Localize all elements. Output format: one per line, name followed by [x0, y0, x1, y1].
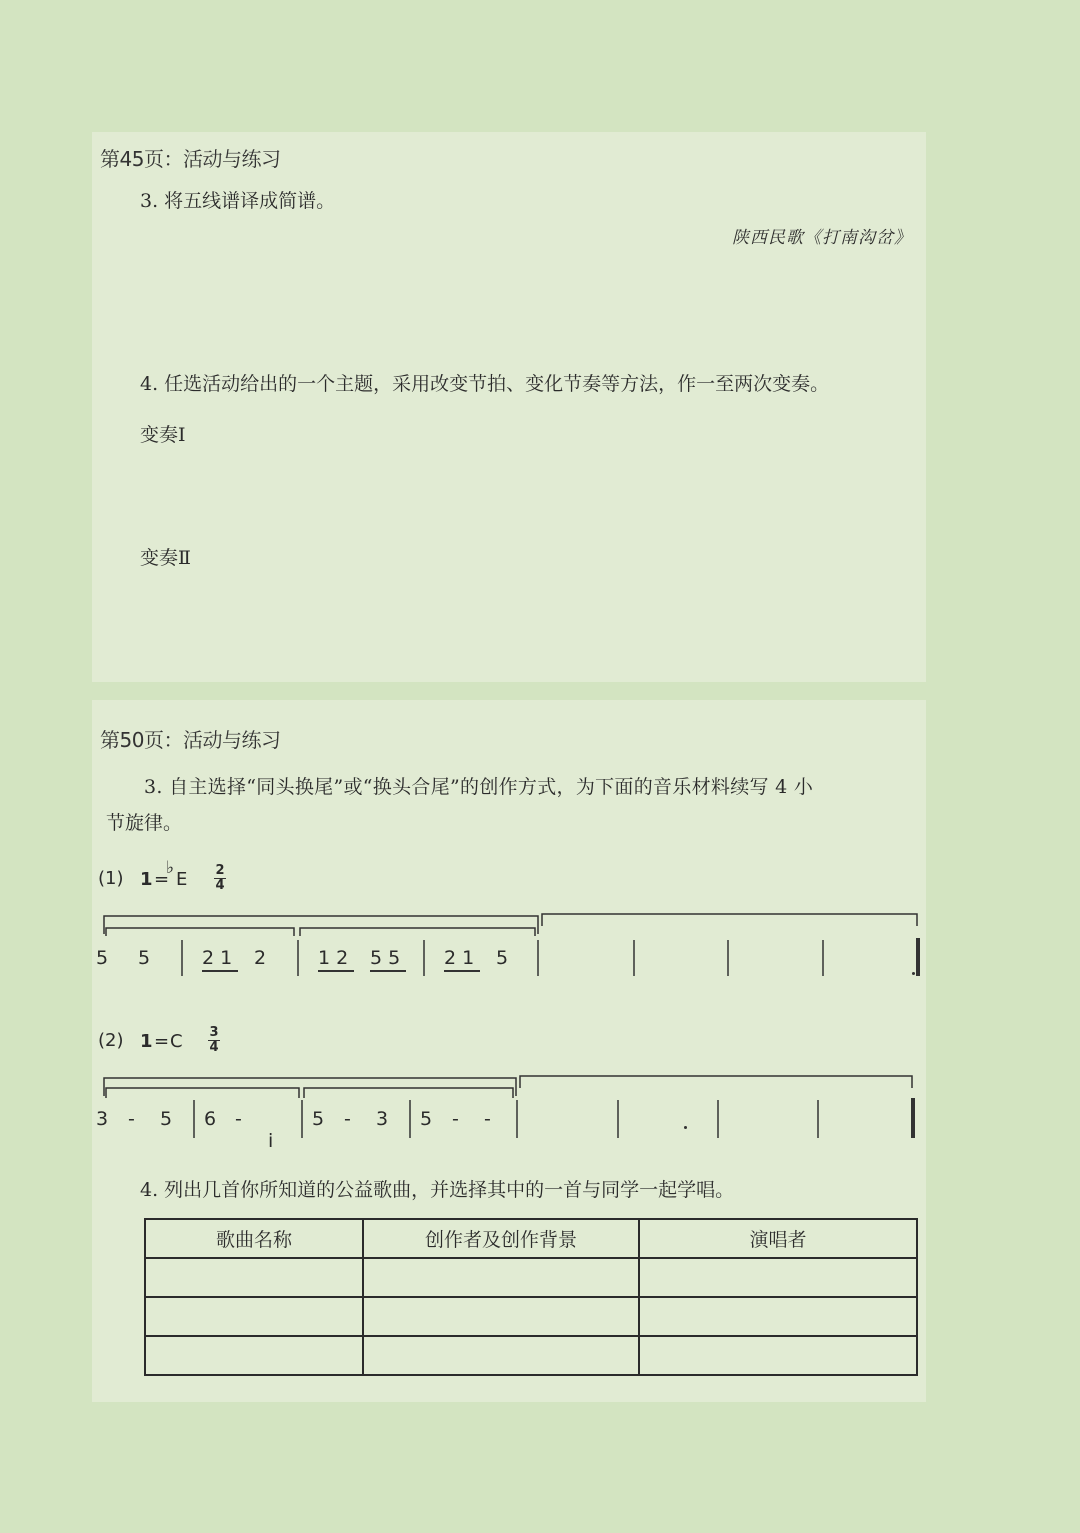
- song-table: [144, 1218, 918, 1376]
- table-cell[interactable]: [639, 1258, 917, 1297]
- key-one: 1: [140, 869, 153, 890]
- flat-sign: ♭: [166, 858, 175, 878]
- dash: -: [128, 1108, 135, 1130]
- phrase-bracket-1: [106, 1088, 299, 1098]
- continuation-bracket: [520, 1076, 912, 1088]
- key-one: 1: [140, 1031, 153, 1052]
- song-credit: 陕西民歌《打南沟岔》: [732, 228, 912, 248]
- note: 6: [204, 1108, 217, 1130]
- variation-1-label: 变奏Ⅰ: [140, 424, 186, 446]
- time-bottom: 4: [215, 878, 225, 893]
- table-row: [145, 1336, 917, 1375]
- note-group: [318, 947, 354, 972]
- phrase-bracket-outer: [104, 916, 538, 934]
- note: 5: [370, 947, 389, 969]
- note: 3: [96, 1108, 109, 1130]
- note-group: [202, 947, 238, 972]
- table-cell[interactable]: [145, 1336, 363, 1375]
- header-singer: 演唱者: [639, 1219, 917, 1258]
- question-4-text: 4. 列出几首你所知道的公益歌曲，并选择其中的一首与同学一起学唱。: [140, 1179, 735, 1201]
- note: 2: [202, 947, 221, 969]
- note: 1: [462, 947, 481, 969]
- phrase-bracket-2: [300, 928, 535, 936]
- note: 1: [220, 947, 239, 969]
- table-cell[interactable]: [639, 1297, 917, 1336]
- note: 3: [376, 1108, 389, 1130]
- time-bottom: 4: [209, 1040, 219, 1055]
- question-4-text: 4. 任选活动给出的一个主题，采用改变节拍、变化节奏等方法，作一至两次变奏。: [140, 373, 830, 395]
- note: 5: [160, 1108, 173, 1130]
- dash: -: [452, 1108, 459, 1130]
- note: 1: [318, 947, 337, 969]
- note: 2: [254, 947, 267, 969]
- note: 5: [420, 1108, 433, 1130]
- variation-2-label: 变奏Ⅱ: [140, 547, 191, 569]
- example-2-label: (2): [98, 1030, 124, 1051]
- dash: -: [484, 1108, 491, 1130]
- note-group: [370, 947, 406, 972]
- header-creator-background: 创作者及创作背景: [363, 1219, 639, 1258]
- note: 5: [138, 947, 151, 969]
- question-3-line1-text: 3. 自主选择“同头换尾”或“换头合尾”的创作方式，为下面的音乐材料续写 4 小: [144, 776, 814, 798]
- page45-title: 第45页：活动与练习: [100, 147, 281, 171]
- key-note: C: [170, 1031, 183, 1052]
- phrase-bracket-outer: [104, 1078, 516, 1096]
- table-cell[interactable]: [363, 1297, 639, 1336]
- key-note: E: [176, 869, 188, 890]
- time-signature-2-4: [213, 864, 227, 893]
- table-row: [145, 1297, 917, 1336]
- page50-card: [92, 700, 926, 1402]
- example-1-label: (1): [98, 868, 124, 889]
- dash: -: [235, 1108, 242, 1130]
- phrase-bracket-2: [304, 1088, 513, 1098]
- time-signature-3-4: [207, 1026, 221, 1055]
- note: 2: [336, 947, 355, 969]
- table-header-row: [145, 1219, 917, 1258]
- table-row: [145, 1258, 917, 1297]
- page50-title: 第50页：活动与练习: [100, 728, 281, 752]
- note-low-octave: 5: [496, 947, 1080, 969]
- page45-card: [92, 132, 926, 682]
- phrase-bracket-1: [106, 928, 294, 936]
- key-equals: =: [154, 869, 170, 890]
- note-group: [444, 947, 480, 972]
- dash: -: [344, 1108, 351, 1130]
- header-song-name: 歌曲名称: [145, 1219, 363, 1258]
- question-3-line2: 节旋律。: [106, 812, 183, 834]
- note: 5: [312, 1108, 325, 1130]
- time-top: 2: [215, 863, 225, 878]
- table-cell[interactable]: [363, 1258, 639, 1297]
- note: 5: [96, 947, 109, 969]
- time-top: 3: [209, 1025, 219, 1040]
- example-1-staff: [92, 906, 926, 986]
- note: 5: [388, 947, 407, 969]
- key-equals: =: [154, 1031, 170, 1052]
- note-high-octave: i: [268, 1130, 1080, 1152]
- table-cell[interactable]: [145, 1297, 363, 1336]
- note: 2: [444, 947, 463, 969]
- table-cell[interactable]: [363, 1336, 639, 1375]
- table-cell[interactable]: [639, 1336, 917, 1375]
- table-cell[interactable]: [145, 1258, 363, 1297]
- continuation-bracket: [542, 914, 917, 926]
- question-3-text: 3. 将五线谱译成简谱。: [140, 190, 336, 212]
